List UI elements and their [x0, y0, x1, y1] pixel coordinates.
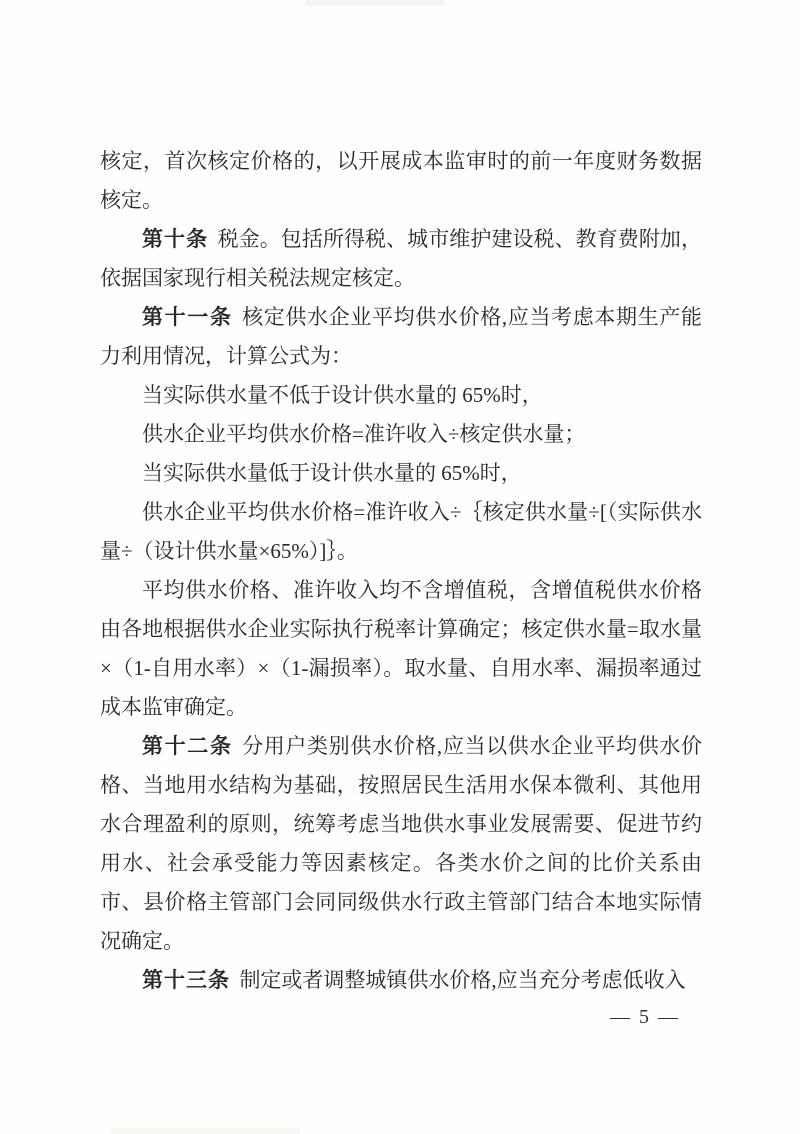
- scan-artifact: [305, 0, 445, 6]
- paragraph-formula-2: [100, 493, 702, 571]
- paragraph-text: 供水企业平均供水价格=准许收入÷核定供水量；: [142, 422, 586, 446]
- article-term: 第十一条: [142, 306, 233, 329]
- paragraph-formula-1: [100, 415, 702, 454]
- article-term: 第十条: [142, 228, 209, 251]
- article-term: 第十二条: [142, 735, 233, 758]
- paragraph-article-11: [100, 298, 702, 376]
- document-body: [100, 142, 702, 1000]
- paragraph-text: 核定，首次核定价格的，以开展成本监审时的前一年度财务数据核定。: [100, 149, 702, 212]
- paragraph-formula-condition-2: [100, 454, 702, 493]
- paragraph-article-13: [100, 961, 702, 1000]
- paragraph-text: 当实际供水量不低于设计供水量的 65%时，: [142, 383, 543, 407]
- paragraph-continuation: [100, 142, 702, 220]
- paragraph-text: 分用户类别供水价格,应当以供水企业平均供水价格、当地用水结构为基础，按照居民生活用水保本微利、其他用水合理盈利的原则，统筹考虑当地供水事业发展需要、促进节约用水、社会承受能力等因素核定。各类水价之间的比价关系由市、县价格主管部门会同同级供水行政主管部门结合本地实际情况确定。: [100, 734, 703, 953]
- scan-artifact: [110, 1128, 300, 1134]
- paragraph-text: 制定或者调整城镇供水价格,应当充分考虑低收入: [239, 968, 686, 992]
- page-number: — 5 —: [610, 1006, 680, 1028]
- paragraph-text: 税金。包括所得税、城市维护建设税、教育费附加，依据国家现行相关税法规定核定。: [100, 227, 702, 290]
- paragraph-tax-note: [100, 571, 702, 727]
- paragraph-text: 供水企业平均供水价格=准许收入÷｛核定供水量÷[（实际供水量÷（设计供水量×65%）]｝。: [100, 500, 702, 563]
- paragraph-article-12: [100, 727, 702, 961]
- paragraph-text: 核定供水企业平均供水价格,应当考虑本期生产能力利用情况，计算公式为：: [100, 305, 703, 368]
- article-term: 第十三条: [142, 969, 230, 992]
- paragraph-text: 平均供水价格、准许收入均不含增值税，含增值税供水价格由各地根据供水企业实际执行税率计算确定；核定供水量=取水量×（1-自用水率）×（1-漏损率）。取水量、自用水率、漏损率通过成本监审确定。: [100, 578, 702, 719]
- paragraph-formula-condition-1: [100, 376, 702, 415]
- paragraph-text: 当实际供水量低于设计供水量的 65%时，: [142, 461, 522, 485]
- paragraph-article-10: [100, 220, 702, 298]
